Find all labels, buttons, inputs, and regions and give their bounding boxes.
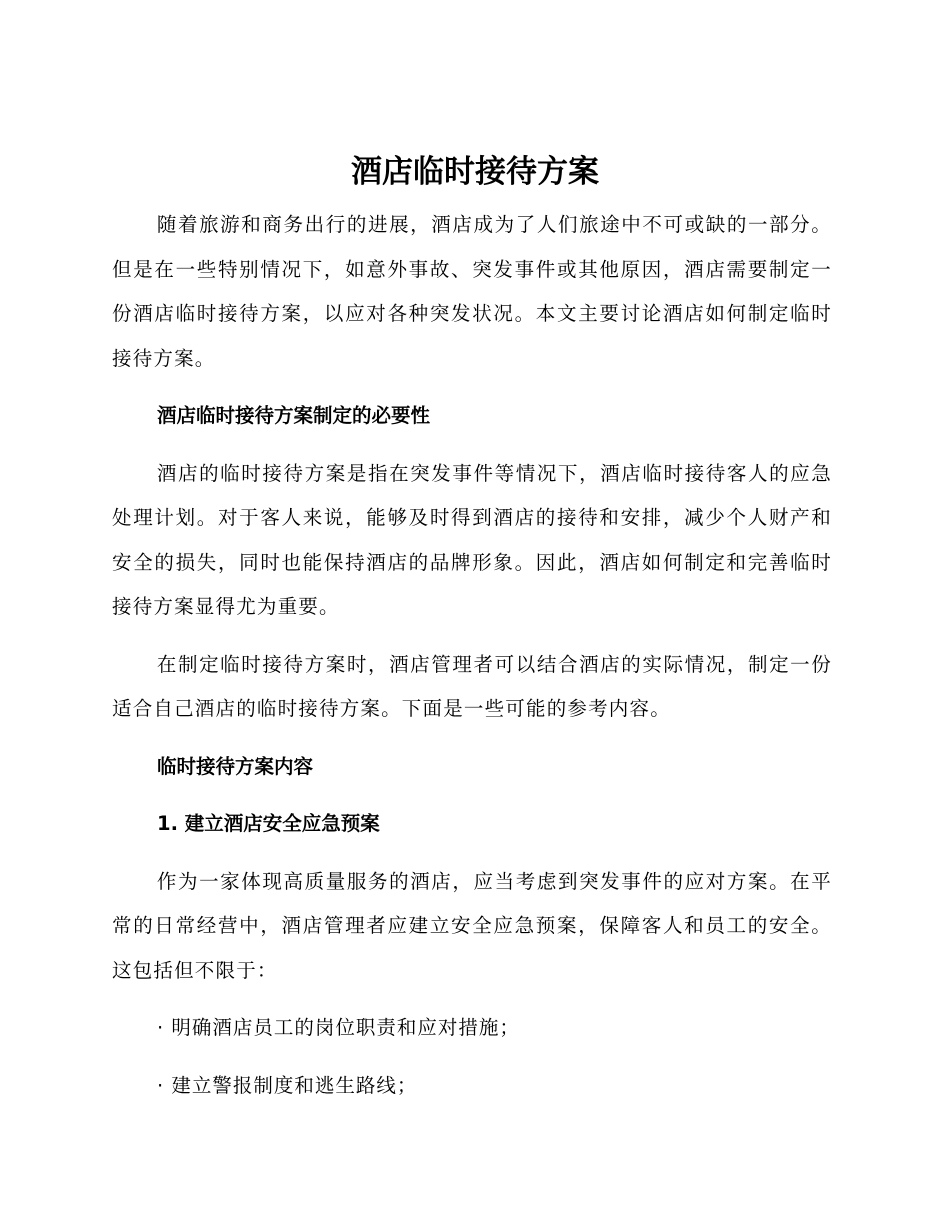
document-title: 酒店临时接待方案: [351, 154, 599, 190]
safety-plan-paragraph: 作为一家体现高质量服务的酒店，应当考虑到突发事件的应对方案。在平常的日常经营中，酒店管理者应建立安全应急预案，保障客人和员工的安全。这包括但不限于：: [112, 869, 832, 982]
bullet-item: · 明确酒店员工的岗位职责和应对措施；: [157, 1016, 520, 1039]
necessity-paragraph-2: 在制定临时接待方案时，酒店管理者可以结合酒店的实际情况，制定一份适合自己酒店的临时接待方案。下面是一些可能的参考内容。: [112, 652, 832, 720]
section-heading-necessity: 酒店临时接待方案制定的必要性: [157, 404, 431, 427]
subsection-heading-safety-plan: 1. 建立酒店安全应急预案: [157, 812, 380, 835]
bullet-item: · 建立警报制度和逃生路线；: [157, 1073, 418, 1097]
intro-paragraph: 随着旅游和商务出行的进展，酒店成为了人们旅途中不可或缺的一部分。但是在一些特别情况下，如意外事故、突发事件或其他原因，酒店需要制定一份酒店临时接待方案，以应对各种突发状况。本文主要讨论酒店如何制定临时接待方案。: [112, 213, 832, 370]
necessity-paragraph-1: 酒店的临时接待方案是指在突发事件等情况下，酒店临时接待客人的应急处理计划。对于客人来说，能够及时得到酒店的接待和安排，减少个人财产和安全的损失，同时也能保持酒店的品牌形象。因此，酒店如何制定和完善临时接待方案显得尤为重要。: [112, 461, 832, 618]
section-heading-content: 临时接待方案内容: [157, 754, 314, 778]
document-body: [112, 203, 832, 1108]
